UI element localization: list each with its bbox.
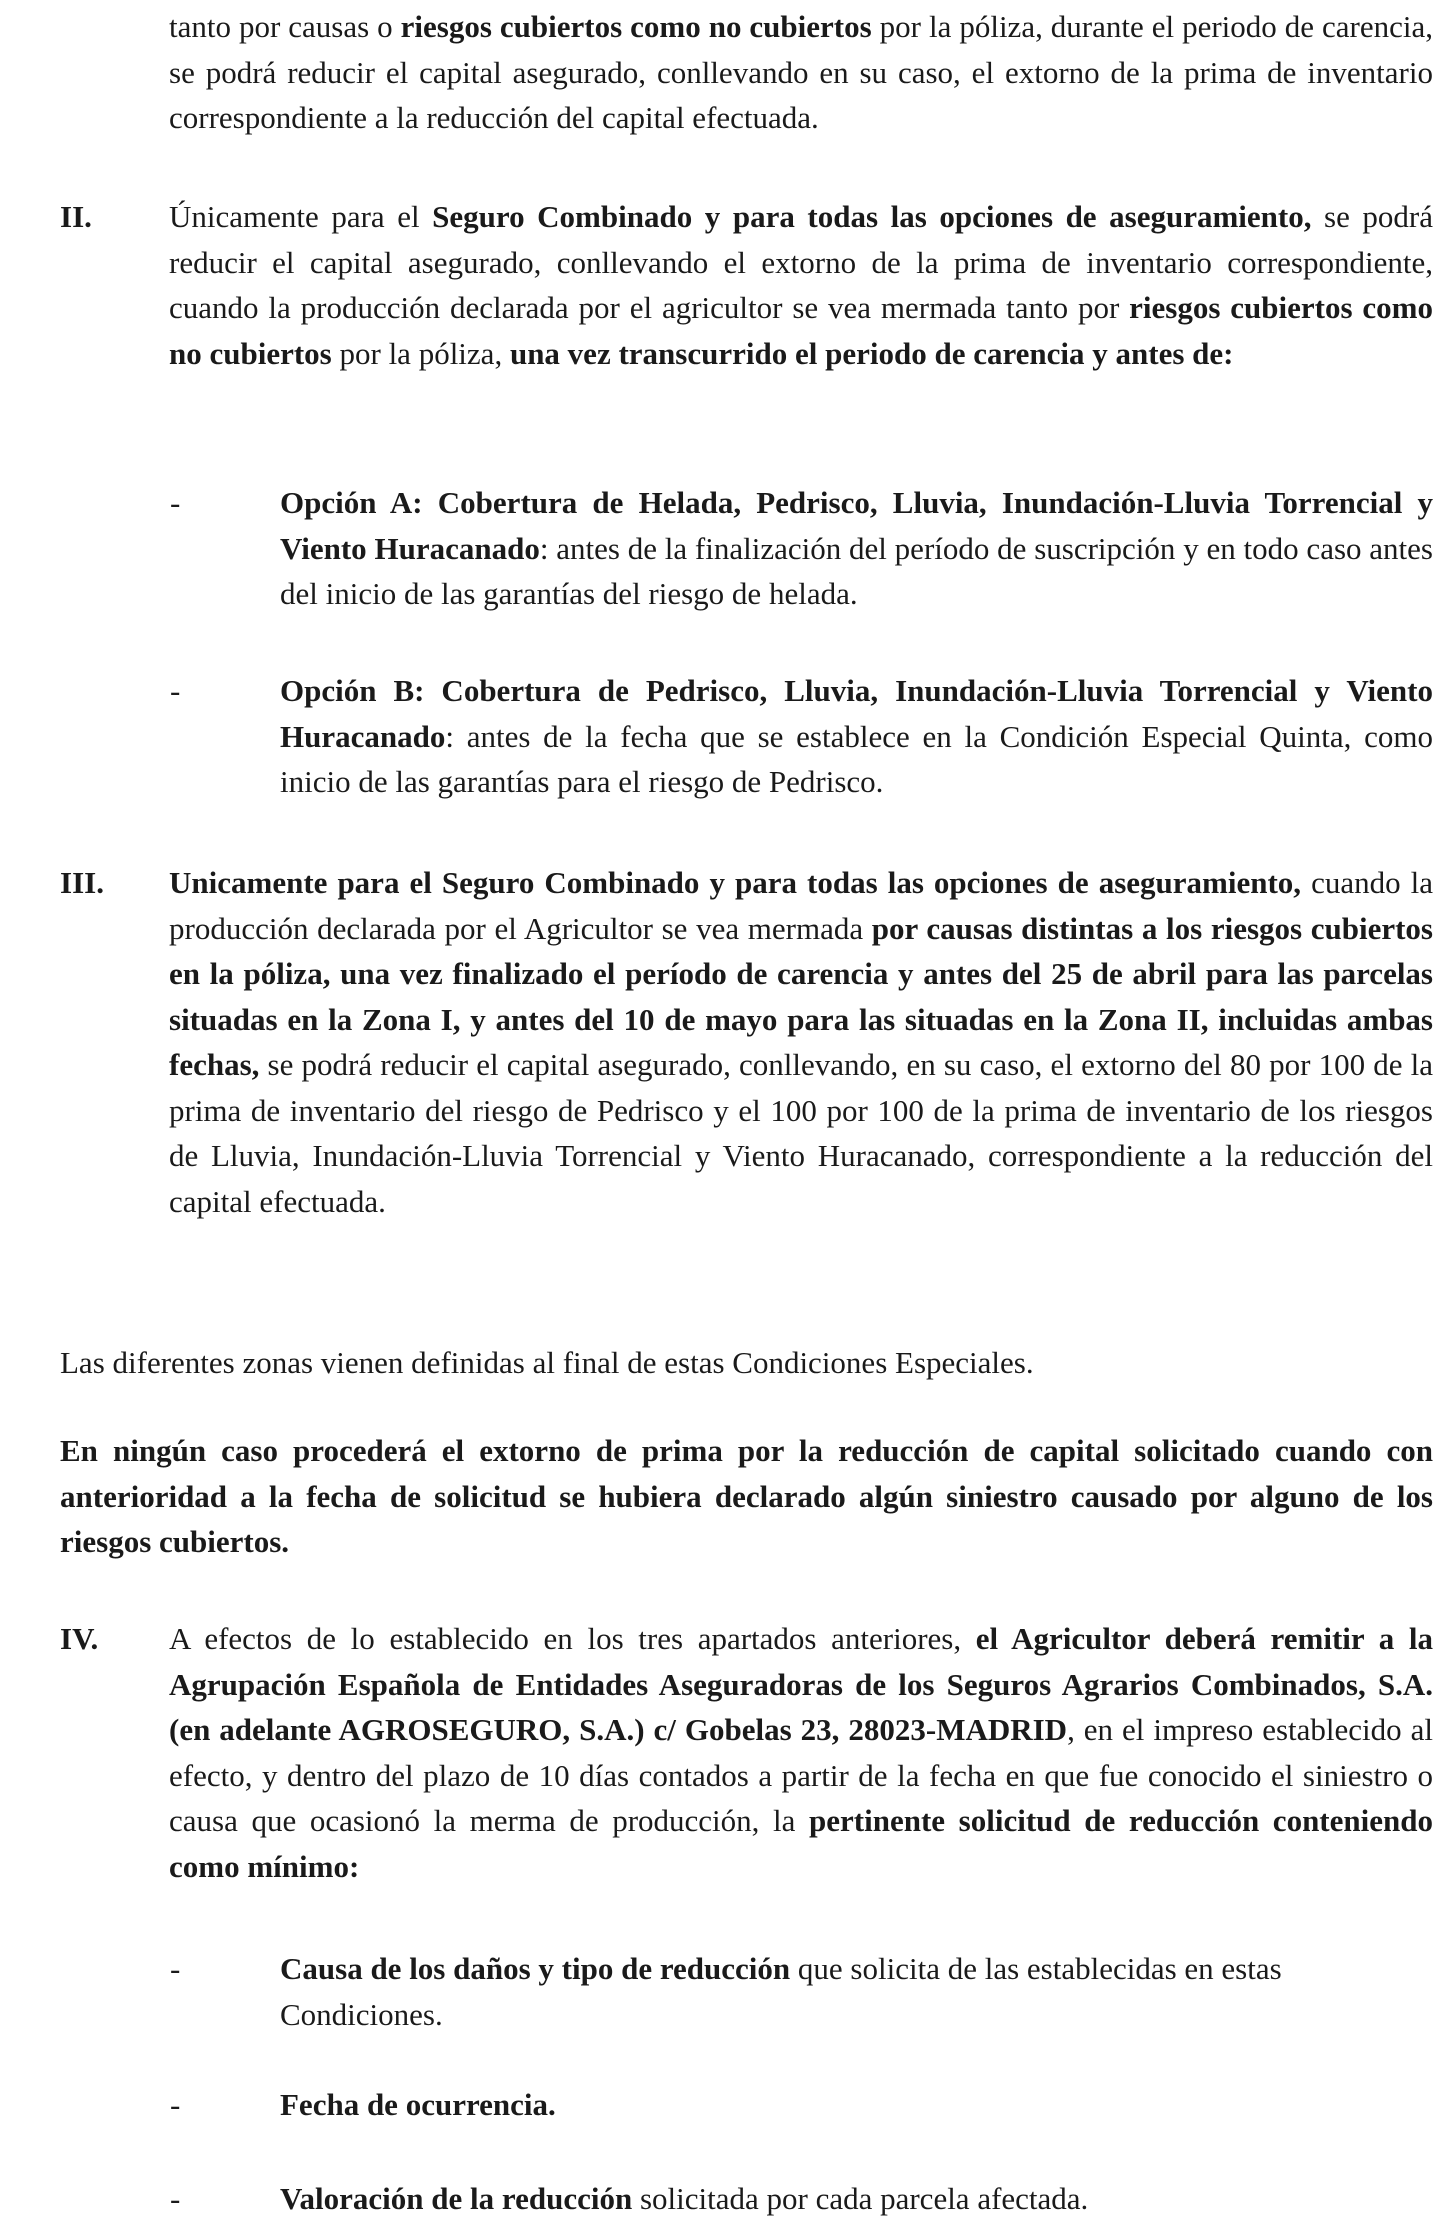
section-ii-paragraph: Únicamente para el Seguro Combinado y para todas las opciones de aseguramiento, se podrá reducir el capital asegurado, conllevando el extorno de la prima de inventario correspondiente, cuando la producción declarada por el agricultor se vea mermada tanto por riesgos cubiertos como no cubiertos por la póliza, una vez transcurrido el periodo de carencia y antes de: xyxy=(169,199,1433,371)
option-b-paragraph: Opción B: Cobertura de Pedrisco, Lluvia, Inundación-Lluvia Torrencial y Viento Huracanado: antes de la fecha que se establece en la Condición Especial Quinta, como inicio de las garantías para el riesgo de Pedrisco. xyxy=(280,673,1433,799)
requirement-3-dash: - xyxy=(170,2181,181,2216)
section-iii-paragraph: Unicamente para el Seguro Combinado y para todas las opciones de aseguramiento, cuando la producción declarada por el Agricultor se vea mermada por causas distintas a los riesgos cubiertos en la póliza, una vez finalizado el período de carencia y antes del 25 de abril para las parcelas situadas en la Zona I, y antes del 10 de mayo para las situadas en la Zona II, incluidas ambas fechas, se podrá reducir el capital asegurado, conllevando, en su caso, el extorno del 80 por 100 de la prima de inventario del riesgo de Pedrisco y el 100 por 100 de la prima de inventario de los riesgos de Lluvia, Inundación-Lluvia Torrencial y Viento Huracanado, correspondiente a la reducción del capital efectuada. xyxy=(169,865,1434,1219)
option-a-dash: - xyxy=(170,485,181,520)
section-iv-paragraph: A efectos de lo establecido en los tres apartados anteriores, el Agricultor deberá remitir a la Agrupación Española de Entidades Aseguradoras de los Seguros Agrarios Combinados, S.A. (en adelante AGROSEGURO, S.A.) c/ Gobelas 23, 28023-MADRID, en el impreso establecido al efecto, y dentro del plazo de 10 días contados a partir de la fecha en que fue conocido el siniestro o causa que ocasionó la merma de producción, la pertinente solicitud de reducción conteniendo como mínimo: xyxy=(169,1621,1433,1884)
requirement-3: Valoración de la reducción solicitada por cada parcela afectada. xyxy=(280,2181,1089,2216)
requirement-2: Fecha de ocurrencia. xyxy=(280,2087,556,2122)
section-numeral-ii: II. xyxy=(60,199,92,234)
option-a-paragraph: Opción A: Cobertura de Helada, Pedrisco, Lluvia, Inundación-Lluvia Torrencial y Viento Huracanado: antes de la finalización del período de suscripción y en todo caso antes del inicio de las garantías del riesgo de helada. xyxy=(280,485,1433,611)
requirement-1-dash: - xyxy=(170,1951,181,1986)
option-b-dash: - xyxy=(170,673,181,708)
warning-paragraph: En ningún caso procederá el extorno de prima por la reducción de capital solicitado cuando con anterioridad a la fecha de solicitud se hubiera declarado algún siniestro causado por alguno de los riesgos cubiertos. xyxy=(60,1433,1433,1559)
zonas-note: Las diferentes zonas vienen definidas al final de estas Condiciones Especiales. xyxy=(60,1345,1034,1380)
intro-bold: riesgos cubiertos como no cubiertos xyxy=(400,9,872,44)
intro-paragraph: tanto por causas o riesgos cubiertos como no cubiertos por la póliza, durante el periodo de carencia, se podrá reducir el capital asegurado, conllevando en su caso, el extorno de la prima de inventario correspondiente a la reducción del capital efectuada. xyxy=(169,9,1433,135)
section-numeral-iii: III. xyxy=(60,865,104,900)
requirement-1: Causa de los daños y tipo de reducción que solicita de las establecidas en estas Condiciones. xyxy=(280,1951,1282,2032)
requirement-2-dash: - xyxy=(170,2087,181,2122)
section-numeral-iv: IV. xyxy=(60,1621,99,1656)
